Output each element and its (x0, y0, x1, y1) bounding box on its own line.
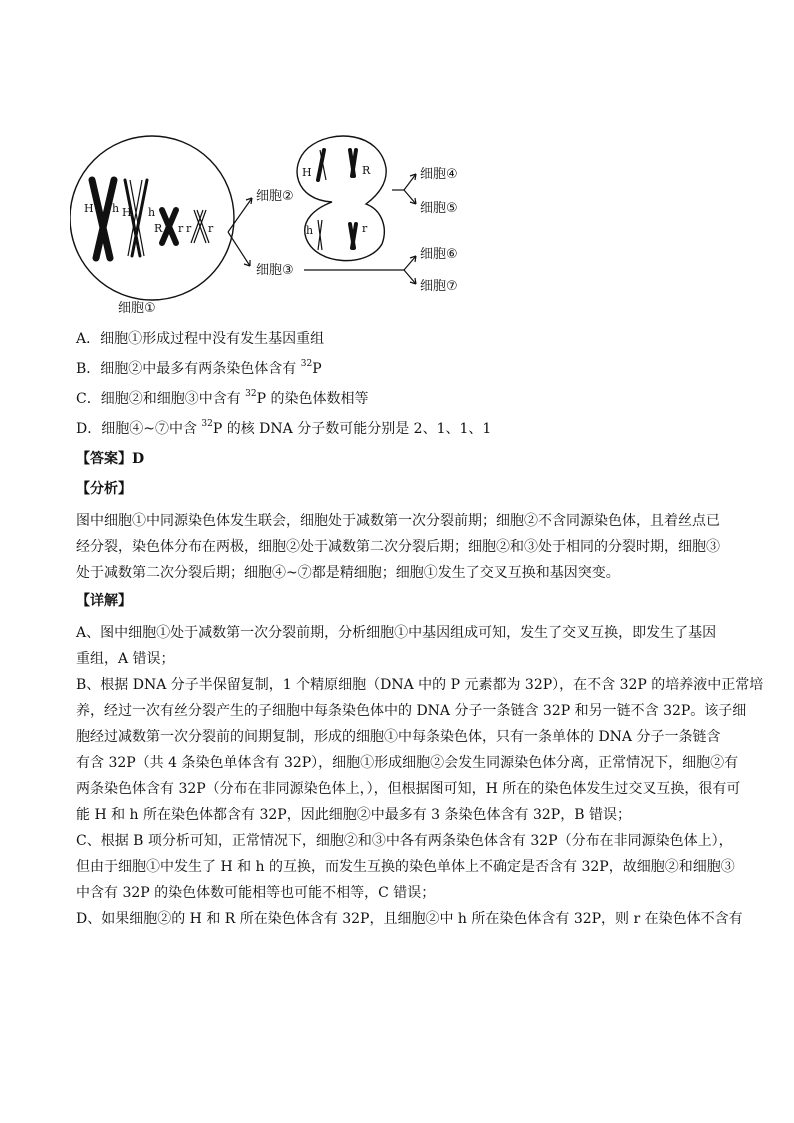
detail-label: 【详解】 (76, 593, 132, 609)
option-c-tail: P 的染色体数相等 (256, 391, 369, 407)
option-d-text: D．细胞④~⑦中含 (76, 421, 202, 437)
option-d-sup: 32 (201, 419, 213, 430)
arrow-to-cell7 (404, 270, 416, 284)
analysis-line: 处于减数第二次分裂后期；细胞④~⑦都是精细胞；细胞①发生了交叉互换和基因突变。 (76, 565, 620, 581)
question-content (76, 328, 764, 932)
option-b-tail: P (312, 361, 322, 377)
answer-label: 【答案】 (76, 451, 132, 467)
detail-line: 但由于细胞①中发生了 H 和 h 的互换，而发生互换的染色单体上不确定是否含有 32P，故细胞②和细胞③ (76, 859, 735, 875)
analysis-label: 【分析】 (76, 481, 132, 497)
gene-R-cell2: R (362, 164, 371, 177)
option-d-tail: P 的核 DNA 分子数可能分别是 2、1、1、1 (212, 421, 492, 437)
option-b-text: B．细胞②中最多有两条染色体含有 (76, 361, 301, 377)
option-d (76, 418, 726, 448)
gene-h-cell2: h (306, 224, 314, 237)
detail-c (76, 828, 735, 906)
detail-line: 养，经过一次有丝分裂产生的子细胞中每条染色体中的 DNA 分子一条链含 32P 和另一链不含 32P。该子细 (76, 703, 747, 719)
arrow-to-cell5 (404, 190, 416, 204)
option-c (76, 388, 726, 418)
detail-a (76, 620, 726, 672)
cell7-label: 细胞⑦ (420, 279, 458, 294)
cell2-outline (297, 136, 386, 261)
analysis-text (76, 508, 726, 586)
detail-line: C、根据 B 项分析可知，正常情况下，细胞②和③中各有两条染色体含有 32P（分布在非同源染色体上）， (76, 833, 733, 849)
option-c-text: C．细胞②和细胞③中含有 (76, 391, 246, 407)
gene-H-cell2: H (302, 166, 312, 179)
gene-h-1: h (112, 202, 120, 215)
arrow-to-cell4 (404, 174, 416, 190)
meiosis-diagram (70, 128, 490, 318)
option-c-sup: 32 (245, 389, 257, 400)
analysis-line: 经分裂，染色体分布在两极，细胞②处于减数第二次分裂后期；细胞②和③处于相同的分裂时期，细胞③ (76, 539, 720, 555)
gene-R-1: R (154, 222, 163, 235)
detail-line: 胞经过减数第一次分裂前的间期复制，形成的细胞①中每条染色体，只有一条单体的 DNA 分子一条链含 (76, 729, 721, 745)
detail-line: 中含有 32P 的染色体数可能相等也可能不相等，C 错误； (76, 885, 436, 901)
gene-r-cell2: r (362, 222, 368, 235)
gene-r-3: r (208, 222, 214, 235)
gene-h-2: h (148, 206, 156, 219)
detail-line: 重组，A 错误； (76, 651, 175, 667)
cell1-chromosomes (92, 180, 209, 258)
cell1-label: 细胞① (118, 301, 156, 316)
detail-line: 能 H 和 h 所在染色体都含有 32P，因此细胞②中最多有 3 条染色体含有 32P，B 错误； (76, 807, 631, 823)
detail-line: D、如果细胞②的 H 和 R 所在染色体含有 32P，且细胞②中 h 所在染色体含有 32P，则 r 在染色体不含有 (76, 911, 743, 927)
cell2-label: 细胞② (256, 189, 294, 204)
answer (76, 448, 726, 478)
detail-line: 有含 32P（共 4 条染色单体含有 32P），细胞①形成细胞②会发生同源染色体分离，正常情况下，细胞②有 (76, 755, 739, 771)
gene-r-2: r (186, 222, 192, 235)
detail-d (76, 906, 743, 932)
arrow-to-cell3 (228, 232, 250, 266)
gene-H-2: H (122, 206, 132, 219)
gene-H-1: H (84, 202, 94, 215)
cell6-label: 细胞⑥ (420, 247, 458, 262)
detail-line: B、根据 DNA 分子半保留复制，1 个精原细胞（DNA 中的 P 元素都为 32P），在不含 32P 的培养液中正常培 (76, 677, 764, 693)
cell2-chromosomes (318, 150, 356, 250)
cell3-label: 细胞③ (256, 263, 294, 278)
option-b-sup: 32 (300, 359, 313, 370)
cell4-label: 细胞④ (420, 167, 458, 182)
gene-r-1: r (178, 222, 184, 235)
arrow-to-cell6 (404, 256, 416, 270)
detail-b (76, 672, 764, 828)
option-b (76, 358, 726, 388)
detail-line: 两条染色体含有 32P（分布在非同源染色体上，），但根据图可知，H 所在的染色体发生过交叉互换，很有可 (76, 781, 741, 797)
detail-line: A、图中细胞①处于减数第一次分裂前期，分析细胞①中基因组成可知，发生了交叉互换，即发生了基因 (76, 625, 717, 641)
option-a: A．细胞①形成过程中没有发生基因重组 (76, 331, 325, 347)
arrow-to-cell2 (228, 198, 252, 232)
analysis-line: 图中细胞①中同源染色体发生联会，细胞处于减数第一次分裂前期；细胞②不含同源染色体，且着丝点已 (76, 513, 720, 529)
cell5-label: 细胞⑤ (420, 201, 458, 216)
answer-value: D (132, 451, 145, 467)
